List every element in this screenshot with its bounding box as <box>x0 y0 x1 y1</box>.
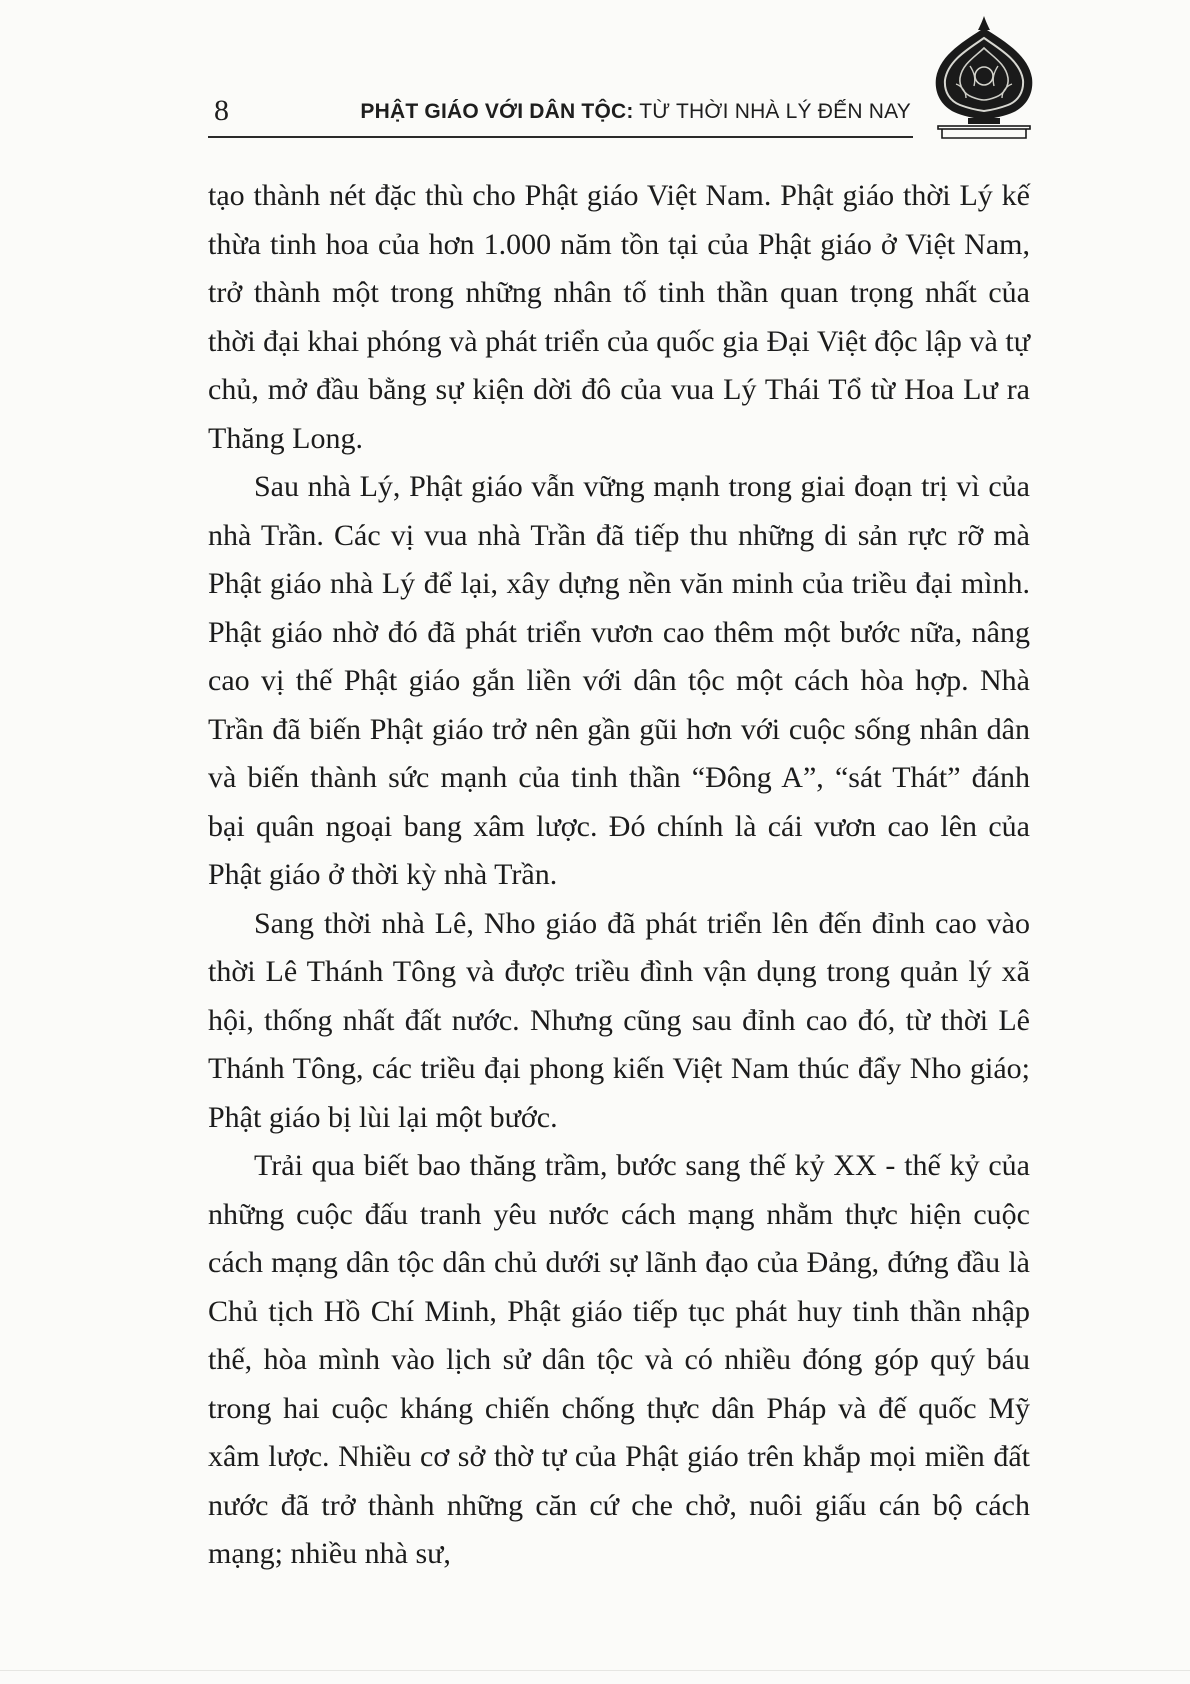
page-bottom-edge <box>0 1670 1190 1671</box>
paragraph-tran-dynasty: Sau nhà Lý, Phật giáo vẫn vững mạnh trong giai đoạn trị vì của nhà Trần. Các vị vua nhà Trần đã tiếp thu những di sản rực rỡ mà Phật giáo nhà Lý để lại, xây dựng nền văn minh của triều đại mình. Phật giáo nhờ đó đã phát triển vươn cao thêm một bước nữa, nâng cao vị thế Phật giáo gắn liền với dân tộc một cách hòa hợp. Nhà Trần đã biến Phật giáo trở nên gần gũi hơn với cuộc sống nhân dân và biến thành sức mạnh của tinh thần “Đông A”, “sát Thát” đánh bại quân ngoại bang xâm lược. Đó chính là cái vươn cao lên của Phật giáo ở thời kỳ nhà Trần. <box>208 470 1030 891</box>
page-header <box>208 92 913 138</box>
paragraph-continued: tạo thành nét đặc thù cho Phật giáo Việt Nam. Phật giáo thời Lý kế thừa tinh hoa của hơn 1.000 năm tồn tại của Phật giáo ở Việt Nam, trở thành một trong những nhân tố tinh thần quan trọng nhất của thời đại khai phóng và phát triển của quốc gia Đại Việt độc lập và tự chủ, mở đầu bằng sự kiện dời đô của vua Lý Thái Tổ từ Hoa Lư ra Thăng Long. <box>208 179 1030 455</box>
body-text <box>208 172 1030 1579</box>
running-title-regular: TỪ THỜI NHÀ LÝ ĐẾN NAY <box>633 100 911 123</box>
running-title <box>360 100 911 124</box>
paragraph-twentieth-century: Trải qua biết bao thăng trầm, bước sang thế kỷ XX - thế kỷ của những cuộc đấu tranh yêu nước cách mạng nhằm thực hiện cuộc cách mạng dân tộc dân chủ dưới sự lãnh đạo của Đảng, đứng đầu là Chủ tịch Hồ Chí Minh, Phật giáo tiếp tục phát huy tinh thần nhập thế, hòa mình vào lịch sử dân tộc và có nhiều đóng góp quý báu trong hai cuộc kháng chiến chống thực dân Pháp và đế quốc Mỹ xâm lược. Nhiều cơ sở thờ tự của Phật giáo trên khắp mọi miền đất nước đã trở thành những căn cứ che chở, nuôi giấu cán bộ cách mạng; nhiều nhà sư, <box>208 1149 1030 1570</box>
page-number: 8 <box>214 94 229 127</box>
paragraph-le-dynasty: Sang thời nhà Lê, Nho giáo đã phát triển lên đến đỉnh cao vào thời Lê Thánh Tông và được triều đình vận dụng trong quản lý xã hội, thống nhất đất nước. Nhưng cũng sau đỉnh cao đó, từ thời Lê Thánh Tông, các triều đại phong kiến Việt Nam thúc đẩy Nho giáo; Phật giáo bị lùi lại một bước. <box>208 906 1030 1134</box>
bodhi-leaf-ornament-icon <box>928 14 1040 140</box>
running-title-bold: PHẬT GIÁO VỚI DÂN TỘC: <box>360 100 634 123</box>
